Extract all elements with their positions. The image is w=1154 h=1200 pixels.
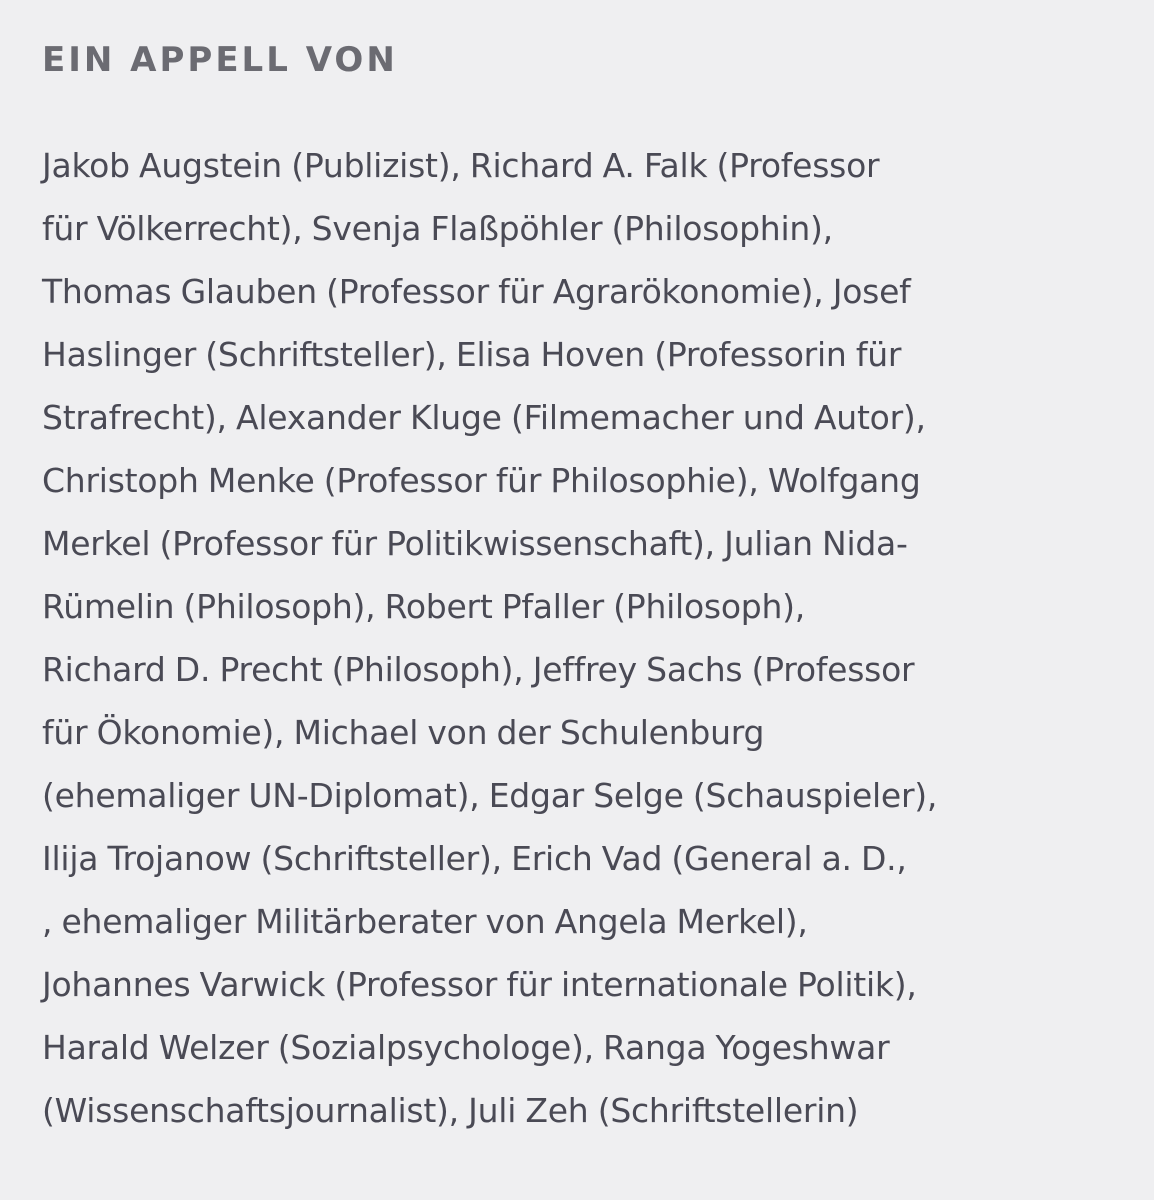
signatories-line: für Völkerrecht), Svenja Flaßpöhler (Philosophin), [42,209,833,248]
signatories-line: Harald Welzer (Sozialpsychologe), Ranga Yogeshwar [42,1028,890,1067]
signatories-line: Thomas Glauben (Professor für Agrarökonomie), Josef [42,272,911,311]
signatories-text [42,134,1114,1142]
signatories-line: Rümelin (Philosoph), Robert Pfaller (Philosoph), [42,587,806,626]
signatories-line: Merkel (Professor für Politikwissenschaft), Julian Nida- [42,524,908,563]
signatories-line: Ilija Trojanow (Schriftsteller), Erich Vad (General a. D., [42,839,907,878]
signatories-line: Christoph Menke (Professor für Philosophie), Wolfgang [42,461,921,500]
signatories-line: Haslinger (Schriftsteller), Elisa Hoven (Professorin für [42,335,902,374]
signatories-line: für Ökonomie), Michael von der Schulenburg [42,713,765,752]
signatories-line: , ehemaliger Militärberater von Angela Merkel), [42,902,808,941]
signatories-line: Jakob Augstein (Publizist), Richard A. Falk (Professor [42,146,880,185]
signatories-line: (ehemaliger UN-Diplomat), Edgar Selge (Schauspieler), [42,776,938,815]
signatories-line: Strafrecht), Alexander Kluge (Filmemacher und Autor), [42,398,926,437]
signatories-line: (Wissenschaftsjournalist), Juli Zeh (Schriftstellerin) [42,1091,859,1130]
signatories-line: Richard D. Precht (Philosoph), Jeffrey Sachs (Professor [42,650,915,689]
appeal-heading: EIN APPELL VON [42,40,398,80]
signatories-line: Johannes Varwick (Professor für internationale Politik), [42,965,917,1004]
